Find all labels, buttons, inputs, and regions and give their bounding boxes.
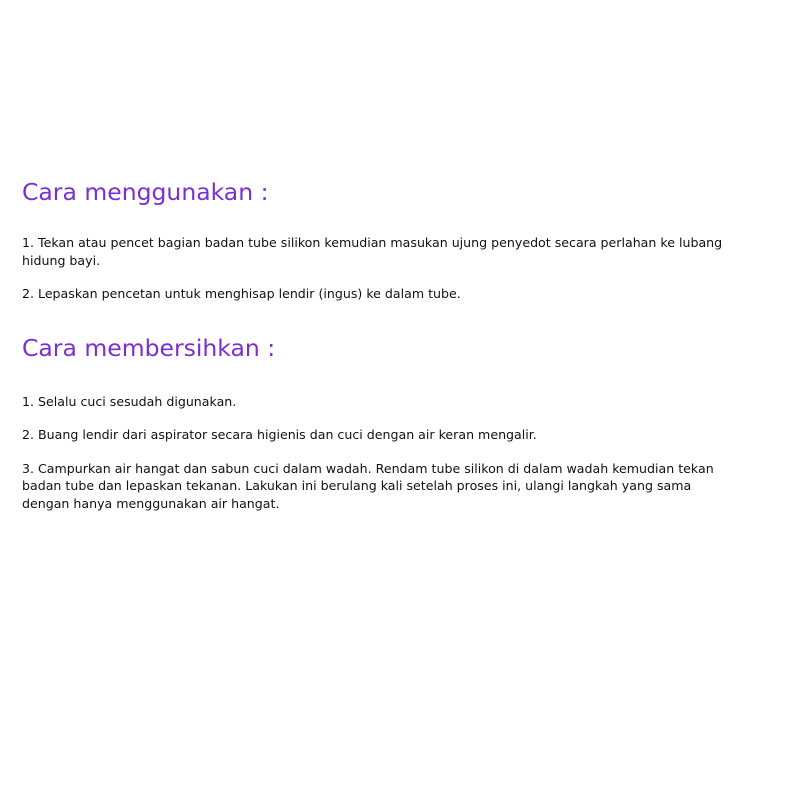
cleaning-title: Cara membersihkan :	[22, 333, 276, 362]
cleaning-step-3: 3. Campurkan air hangat dan sabun cuci dalam wadah. Rendam tube silikon di dalam wadah kemudian tekan badan tube dan lepaskan tekanan. Lakukan ini berulang kali setelah proses ini, ulangi langkah yang sama dengan hanya menggunakan air hangat.	[22, 460, 714, 511]
usage-step-2: 2. Lepaskan pencetan untuk menghisap lendir (ingus) ke dalam tube.	[22, 286, 461, 301]
usage-section	[22, 174, 742, 303]
cleaning-step-1: 1. Selalu cuci sesudah digunakan.	[22, 393, 237, 409]
usage-step-1: 1. Tekan atau pencet bagian badan tube silikon kemudian masukan ujung penyedot secara perlahan ke lubang hidung bayi.	[22, 235, 723, 268]
usage-title: Cara menggunakan :	[22, 178, 269, 206]
cleaning-steps	[22, 393, 742, 513]
instructions-content	[22, 174, 742, 512]
cleaning-step-2: 2. Buang lendir dari aspirator secara higienis dan cuci dengan air keran mengalir.	[22, 427, 537, 442]
usage-steps	[22, 234, 742, 303]
cleaning-section	[22, 330, 742, 513]
